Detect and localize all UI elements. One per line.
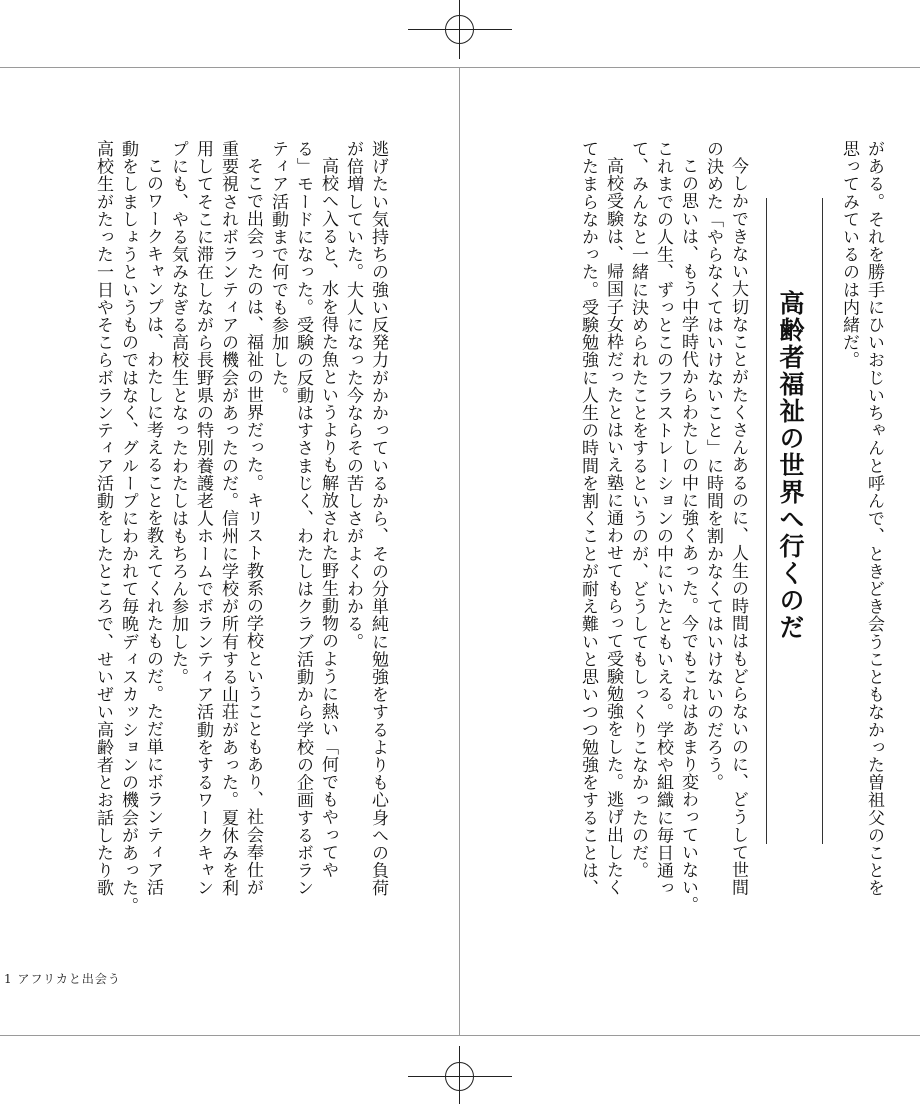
body-line: プにも、やる気みなぎる高校生となったわたしはもちろん参加した。	[168, 140, 188, 686]
right-page-body	[528, 140, 750, 930]
top-margin-rule	[0, 67, 920, 68]
running-footer: 1 アフリカと出会う	[4, 972, 121, 986]
body-line: 動をしましょうというものではなく、グループにわかれて毎晩ディスカッションの機会があった。	[118, 140, 138, 915]
body-line: 重要視されボランティアの機会があったのだ。信州に学校が所有する山荘があった。夏休みを利	[218, 140, 238, 897]
body-line: 高校受験は、帰国子女枠だったとはいえ塾に通わせてもらって受験勉強をした。逃げ出したく	[603, 157, 623, 897]
body-line: の決めた「やらなくてはいけないこと」に時間を割かなくてはいけないのだろう。	[703, 140, 723, 792]
body-line: このワークキャンプは、わたしに考えることを教えてくれたものだ。ただ単にボランティア活	[143, 157, 163, 897]
body-line: 今しかできない大切なことがたくさんあるのに、人生の時間はもどらないのに、どうして世間	[728, 157, 748, 897]
right-page-intro	[834, 140, 886, 930]
body-line: 逃げたい気持ちの強い反発力がかかっているから、その分単純に勉強をするよりも心身への負荷	[368, 140, 388, 897]
body-line: る」モードになった。受験の反動はすさまじく、わたしはクラブ活動から学校の企画するボラン	[293, 140, 313, 897]
body-line: が倍増していた。大人になった今ならその苦しさがよくわかる。	[343, 140, 363, 651]
body-line: この思いは、もう中学時代からわたしの中に強くあった。今でもこれはあまり変わっていない。	[678, 157, 698, 914]
section-heading: 高齢者福祉の世界へ行くのだ	[776, 290, 805, 641]
bottom-margin-rule	[0, 1035, 920, 1036]
heading-rule-right	[822, 198, 823, 844]
heading-rule-left	[766, 198, 767, 844]
left-page-body	[8, 140, 390, 930]
body-line: 高校生がたった一日やそこらボランティア活動をしたところで、せいぜい高齢者とお話したり歌	[93, 140, 113, 897]
body-line: これまでの人生、ずっとこのフラストレーションの中にいたともいえる。学校や組織に毎日通っ	[653, 140, 673, 897]
body-line: そこで出会ったのは、福祉の世界だった。キリスト教系の学校ということもあり、社会奉仕が	[243, 157, 263, 897]
body-line: て、みんなと一緒に決められたことをするというのが、どうしてもしっくりこなかったのだ。	[628, 140, 648, 880]
body-line: 用してそこに滞在しながら長野県の特別養護老人ホームでボランティア活動をするワークキャン	[193, 140, 213, 897]
body-line: ティア活動まで何でも参加した。	[268, 140, 288, 404]
body-line: てたまらなかった。受験勉強に人生の時間を割くことが耐え難いと思いつつ勉強をすることは、	[578, 140, 598, 897]
body-line: 高校へ入ると、水を得た魚というよりも解放された野生動物のように熱い「何でもやってや	[318, 157, 338, 879]
gutter-rule	[459, 67, 460, 1035]
intro-line: 思ってみているのは内緒だ。	[839, 140, 859, 369]
intro-line: がある。それを勝手にひいおじいちゃんと呼んで、ときどき会うこともなかった曽祖父のことを	[864, 140, 884, 897]
